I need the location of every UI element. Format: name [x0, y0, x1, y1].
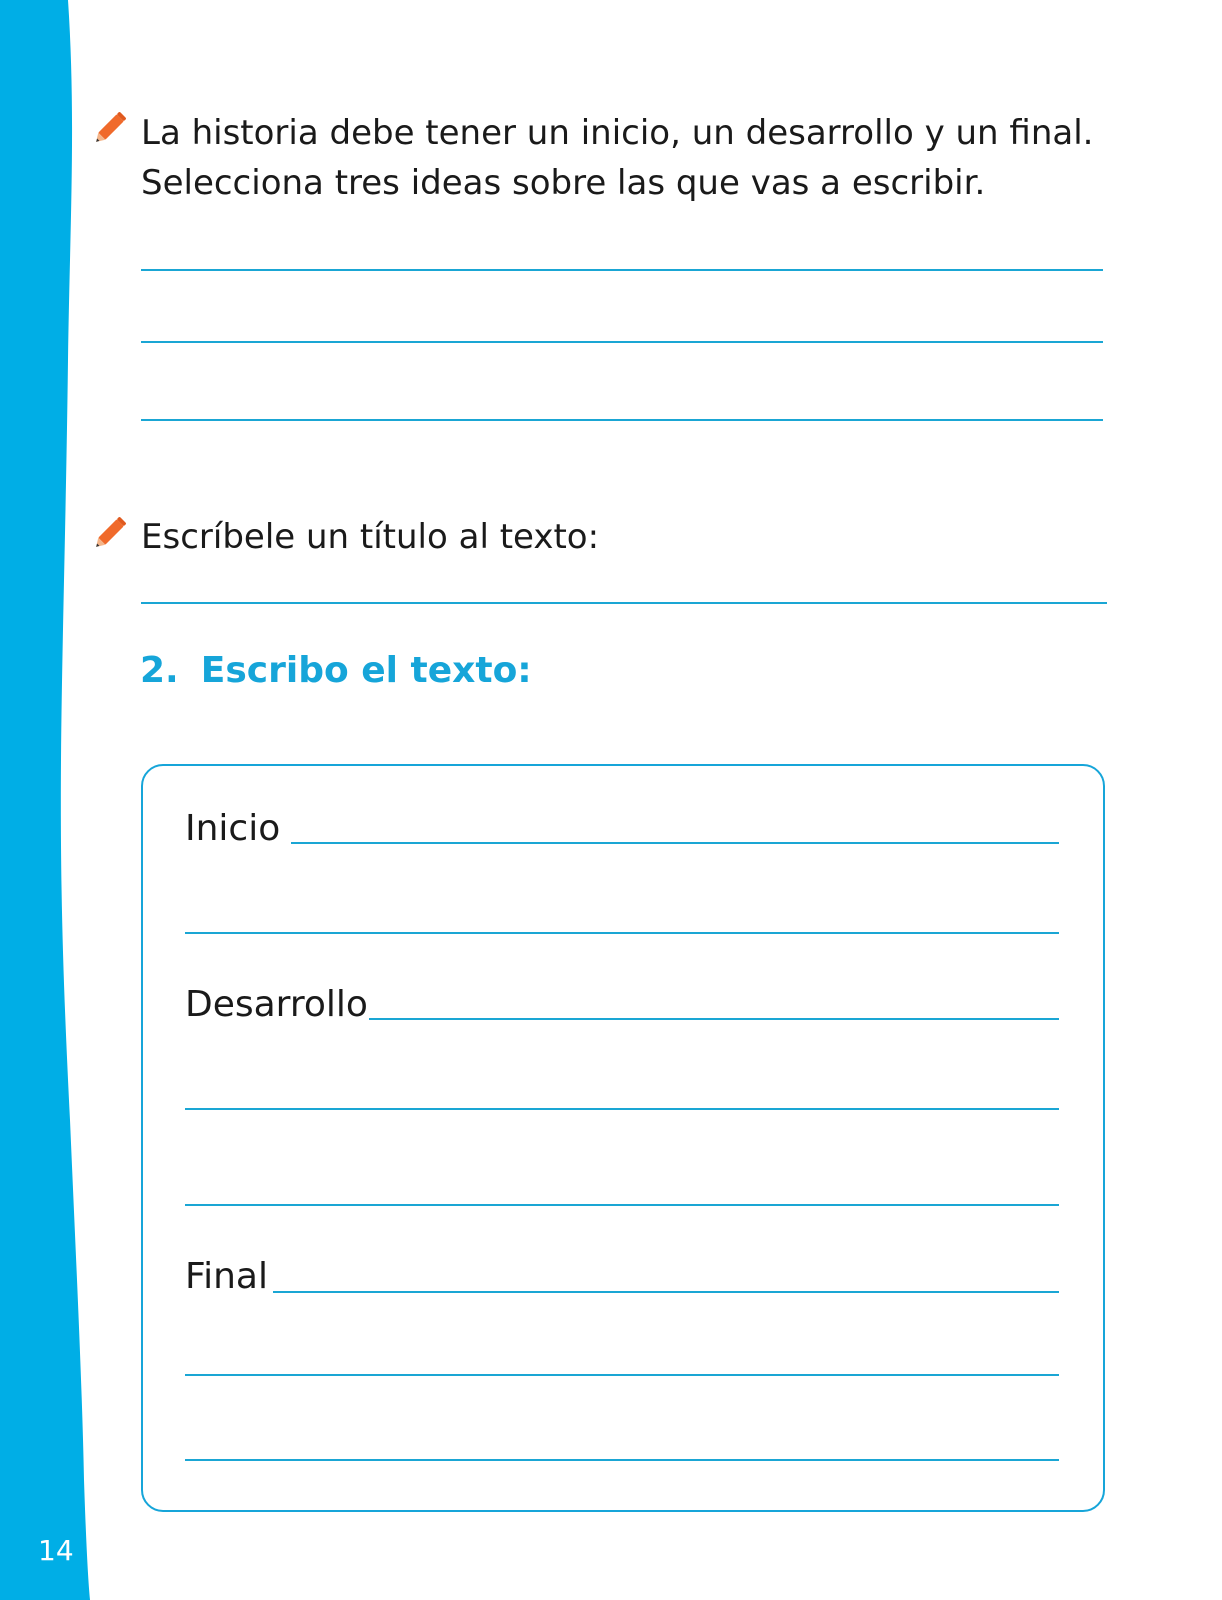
- label-final: Final: [185, 1256, 268, 1297]
- pencil-icon: [90, 106, 132, 148]
- final-line[interactable]: [185, 1374, 1059, 1376]
- section-number: 2.: [140, 650, 179, 691]
- final-line[interactable]: [273, 1291, 1059, 1293]
- desarrollo-line[interactable]: [369, 1018, 1059, 1020]
- side-band-shape: [0, 0, 90, 1600]
- answer-line[interactable]: [141, 269, 1103, 271]
- final-line[interactable]: [185, 1459, 1059, 1461]
- answer-line[interactable]: [141, 419, 1103, 421]
- page-number: 14: [38, 1534, 74, 1567]
- pencil-icon: [90, 511, 132, 553]
- side-band: [0, 0, 100, 1600]
- inicio-line[interactable]: [291, 842, 1059, 844]
- inicio-line[interactable]: [185, 932, 1059, 934]
- label-inicio: Inicio: [185, 808, 281, 849]
- instruction-1-line-2: Selecciona tres ideas sobre las que vas a escribir.: [141, 163, 986, 203]
- label-desarrollo: Desarrollo: [185, 984, 368, 1025]
- answer-line[interactable]: [141, 341, 1103, 343]
- section-title-text: Escribo el texto:: [200, 650, 532, 691]
- instruction-1-line-1: La historia debe tener un inicio, un desarrollo y un final.: [141, 113, 1094, 153]
- writing-box: [141, 764, 1105, 1512]
- desarrollo-line[interactable]: [185, 1108, 1059, 1110]
- instruction-2: Escríbele un título al texto:: [141, 517, 600, 557]
- desarrollo-line[interactable]: [185, 1204, 1059, 1206]
- section-heading: [140, 650, 532, 691]
- title-answer-line[interactable]: [141, 602, 1107, 604]
